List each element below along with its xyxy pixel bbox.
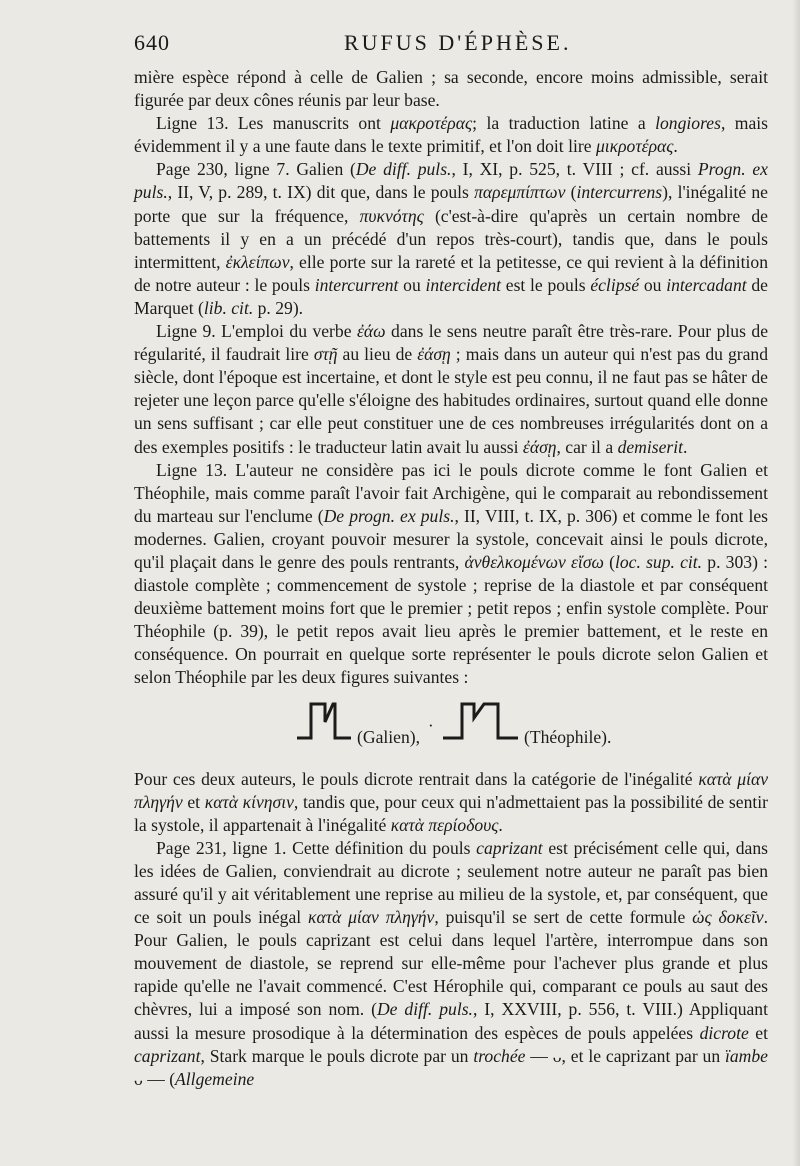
- text-run: dans le sens neutre paraît être très-rare. Pour plus de régularité, il faudrait lire: [134, 321, 769, 365]
- separator-dot: ·: [428, 715, 434, 735]
- text-run: .: [673, 136, 678, 157]
- text-run: , II, VIII, t. IX, p. 306) et comme le font les modernes. Galien, croyant pouvoir mesurer la systole, concevait ainsi le pouls dicrote, qu'il plaçait dans le genre des pouls rentrants,: [134, 505, 768, 572]
- text-run: Page 230, ligne 7. Galien (: [156, 159, 356, 180]
- text-run: ), l'inégalité ne porte que sur la fréquence,: [134, 182, 768, 226]
- text-run: , II, V, p. 289, t. IX) dit que, dans le pouls: [167, 182, 475, 203]
- italic-term: éclipsé: [590, 274, 640, 295]
- galien-caption: (Galien),: [357, 726, 421, 747]
- italic-term: κατὰ μίαν πληγήν: [134, 768, 769, 812]
- text-run: ; la traduction latine a: [472, 113, 656, 134]
- text-run: , I, XXVIII, p. 556, t. VIII.) Appliquant aussi la mesure prosodique à la détermination des espèces de pouls appelées: [134, 999, 768, 1043]
- body-text: [134, 66, 768, 1091]
- italic-term: intercurrens: [576, 182, 663, 203]
- italic-term: caprizant: [476, 837, 543, 858]
- text-run: , mais évidemment il y a une faute dans le texte primitif, et l'on doit lire: [134, 113, 768, 157]
- text-run: , elle porte sur la rareté et la petitesse, ce qui revient à la définition de notre auteur : le pouls: [134, 251, 768, 295]
- dicrote-figures: [134, 696, 768, 760]
- text-run: p. 29).: [253, 297, 304, 318]
- running-title: RUFUS D'ÉPHÈSE.: [344, 30, 572, 55]
- italic-term: στῇ: [313, 344, 338, 365]
- paragraph: [134, 768, 768, 837]
- italic-term: κατὰ περίοδους: [390, 814, 499, 835]
- paragraph: [134, 112, 768, 158]
- text-run: . Pour Galien, le pouls caprizant est celui dans lequel l'artère, interrompue dans son mouvement de diastole, se reprend sur elle-même pour l'achever plus grande et plus rapide qu'elle ne l'avait commencé. C'est Hérophile qui, comparant ce pouls au saut des chèvres, lui a imposé son nom. (: [134, 907, 768, 1020]
- text-run: (: [603, 551, 615, 572]
- text-run: ᴗ — (: [134, 1068, 176, 1089]
- italic-term: ïambe: [724, 1045, 768, 1066]
- italic-term: De diff. puls.: [376, 999, 473, 1020]
- italic-term: μακροτέρας: [390, 113, 473, 134]
- text-run: .: [498, 814, 503, 835]
- italic-term: De diff. puls.: [355, 159, 452, 180]
- italic-term: trochée: [473, 1045, 526, 1066]
- galien-pulse-figure: [294, 700, 354, 744]
- text-run: p. 303) : diastole complète ; commencement de systole ; reprise de la diastole et par conséquent deuxième battement moins fort que le premier ; petit repos ; enfin systole complète. Pour Théophile (p. 39), le petit repos avait lieu après le premier battement, et le reste en conséquence. On pourrait en quelque sorte représenter le pouls dicrote selon Galien et selon Théophile par les deux figures suivantes :: [134, 551, 769, 688]
- paragraph: [134, 459, 768, 690]
- italic-term: dicrote: [699, 1022, 749, 1043]
- italic-term: ἐάω: [357, 321, 386, 342]
- italic-term: intercurrent: [314, 274, 399, 295]
- text-run: mière espèce répond à celle de Galien ; sa seconde, encore moins admissible, serait figurée par deux cônes réunis par leur base.: [134, 67, 768, 111]
- theophile-caption: (Théophile).: [524, 726, 612, 747]
- text-run: au lieu de: [337, 344, 418, 365]
- italic-term: κατὰ κίνησιν: [204, 791, 294, 812]
- page-number: 640: [134, 30, 170, 55]
- paragraph: [134, 837, 768, 1091]
- text-run: Pour ces deux auteurs, le pouls dicrote rentrait dans la catégorie de l'inégalité: [134, 768, 699, 789]
- text-run: , puisqu'il se sert de cette formule: [434, 907, 693, 928]
- italic-term: demiserit: [617, 436, 684, 457]
- italic-term: ἐάσῃ: [417, 344, 451, 365]
- italic-term: intercident: [425, 274, 502, 295]
- text-run: est précisément celle qui, dans les idées de Galien, conviendrait au dicrote ; seulement notre auteur ne paraît pas bien assuré qu'il y ait véritablement une reprise au milieu de la systole, et, par conséquent, que ce soit un pouls inégal: [134, 837, 768, 928]
- text-run: .: [683, 436, 688, 457]
- paragraph: [134, 158, 768, 320]
- italic-term: longiores: [655, 113, 721, 134]
- text-run: et: [182, 791, 205, 812]
- italic-term: De progn. ex puls.: [323, 505, 455, 526]
- italic-term: ἀνθελκομένων εἴσω: [464, 551, 604, 572]
- italic-term: παρεμπίπτων: [474, 182, 566, 203]
- text-run: (c'est-à-dire qu'après un certain nombre de battements il y en a un précédé d'un repos très-court), tandis que, dans le pouls intermittent,: [134, 205, 768, 272]
- text-run: ou: [639, 274, 667, 295]
- italic-term: Progn. ex puls.: [134, 159, 768, 203]
- paragraph: [134, 320, 768, 459]
- italic-term: loc. sup. cit.: [614, 551, 703, 572]
- text-run: , tandis que, pour ceux qui n'admettaient pas la possibilité de sentir la systole, il appartenait à l'inégalité: [134, 791, 768, 835]
- text-run: — ᴗ, et le caprizant par un: [525, 1045, 725, 1066]
- text-run: Ligne 9. L'emploi du verbe: [156, 321, 357, 342]
- italic-term: κατὰ μίαν πληγήν: [308, 907, 435, 928]
- italic-term: μικροτέρας: [595, 136, 674, 157]
- text-run: Page 231, ligne 1. Cette définition du pouls: [156, 837, 477, 858]
- text-run: , I, XI, p. 525, t. VIII ; cf. aussi: [451, 159, 698, 180]
- text-run: et: [748, 1022, 768, 1043]
- text-run: (: [565, 182, 577, 203]
- running-header: [134, 30, 768, 56]
- italic-term: intercadant: [666, 274, 747, 295]
- text-run: Ligne 13. L'auteur ne considère pas ici le pouls dicrote comme le font Galien et Théophile, mais comme paraît l'avoir fait Archigène, qui le comparait au rebondissement du marteau sur l'enclume (: [134, 459, 768, 526]
- italic-term: πυκνότης: [359, 205, 424, 226]
- text-run: ; mais dans un auteur qui n'est pas du grand siècle, dont l'époque est incertaine, et dont le style est peu connu, il ne faut pas se hâter de rejeter une leçon parce qu'elle s'éloigne des habitudes ordinaires, surtout quand elle donne un sens suffisant ; car elle peut constituer une de ces nombreuses irrégularités dont on a des exemples positifs : le traducteur latin avait lu aussi: [134, 344, 768, 457]
- text-run: de Marquet (: [134, 274, 768, 318]
- text-run: est le pouls: [501, 274, 591, 295]
- theophile-pulse-figure: [440, 700, 522, 744]
- page-edge-shadow: [792, 0, 800, 1166]
- text-run: Ligne 13. Les manuscrits ont: [156, 113, 391, 134]
- text-run: ou: [398, 274, 426, 295]
- italic-term: Allgemeine: [175, 1068, 255, 1089]
- italic-term: lib. cit.: [203, 297, 254, 318]
- italic-term: caprizant: [134, 1045, 201, 1066]
- italic-term: ἐάσῃ: [522, 436, 557, 457]
- text-run: , Stark marque le pouls dicrote par un: [200, 1045, 474, 1066]
- text-run: , car il a: [556, 436, 618, 457]
- paragraph: [134, 66, 768, 112]
- italic-term: ὡς δοκεῖν: [692, 907, 764, 928]
- italic-term: ἐκλείπων: [225, 251, 290, 272]
